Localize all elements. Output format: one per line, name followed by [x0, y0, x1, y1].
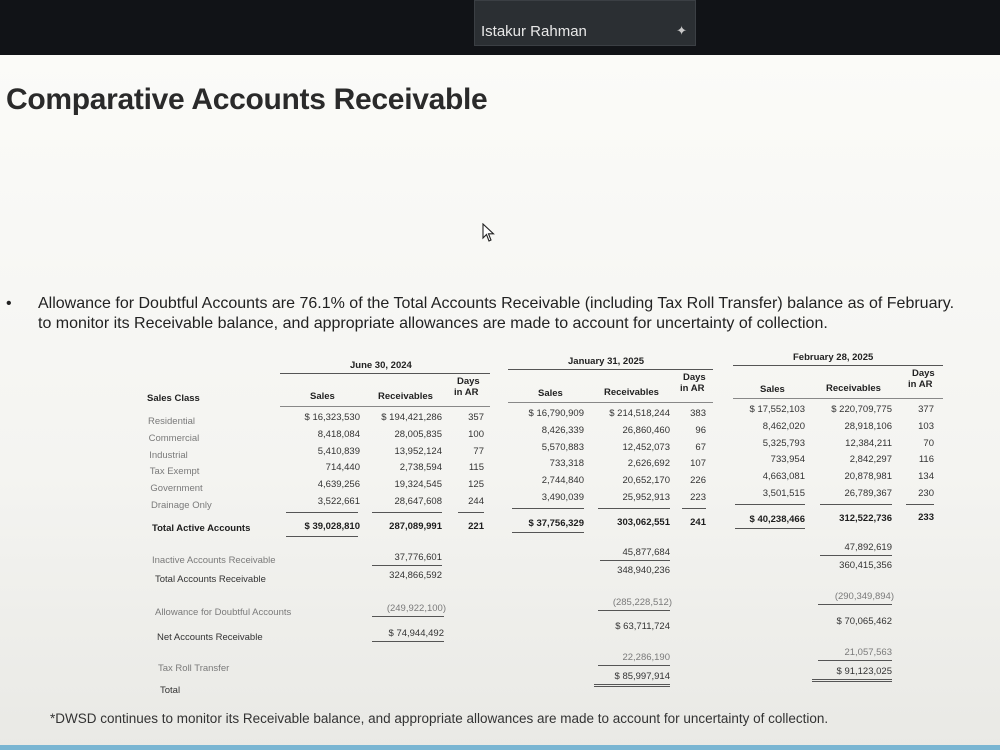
cell: 20,652,170 [622, 475, 670, 486]
cell: 8,426,339 [541, 425, 584, 436]
slide-accent-band [0, 745, 1000, 750]
cell: 733,318 [549, 458, 584, 469]
table-rule [512, 508, 584, 509]
table-rule [682, 508, 706, 509]
cell: 47,892,619 [844, 542, 892, 553]
col-header-sales: Sales [310, 391, 335, 402]
cell: 2,738,594 [399, 462, 442, 473]
cell: 103 [918, 421, 934, 432]
cell: 223 [690, 492, 706, 503]
cell: 22,286,190 [622, 652, 670, 663]
row-label-inactive: Inactive Accounts Receivable [152, 555, 276, 566]
col-header-receivables: Receivables [378, 391, 433, 402]
cell: 226 [690, 475, 706, 486]
col-header-days: Days [683, 372, 706, 383]
cell: 12,384,211 [845, 438, 892, 449]
table-rule [458, 512, 484, 513]
cell: $ 40,238,466 [749, 514, 805, 525]
row-label: Industrial [149, 450, 188, 461]
cell: 96 [695, 425, 706, 436]
slide-title: Comparative Accounts Receivable [6, 83, 488, 116]
cell: 12,452,073 [622, 442, 670, 453]
row-label-net-ar: Net Accounts Receivable [157, 632, 263, 643]
cell: 45,877,684 [622, 547, 670, 558]
period-header: June 30, 2024 [350, 360, 412, 371]
cell: 125 [468, 479, 484, 490]
cell: $ 39,028,810 [304, 521, 360, 532]
cell: 5,325,793 [762, 438, 805, 449]
cell: 241 [690, 517, 706, 528]
table-rule [820, 504, 892, 505]
col-header-receivables: Receivables [604, 387, 659, 398]
cell: $ 16,790,909 [528, 408, 584, 419]
cell: $ 74,944,492 [388, 628, 444, 639]
cell: $ 16,323,530 [304, 412, 360, 423]
col-header-days: Days [457, 376, 480, 387]
cell: 134 [918, 471, 934, 482]
meeting-top-bar [0, 0, 1000, 55]
cell: 312,522,736 [839, 513, 892, 524]
cell: 5,410,839 [317, 446, 360, 457]
cell: 3,490,039 [541, 492, 584, 503]
cell: $ 214,518,244 [609, 408, 670, 419]
cell: 4,639,256 [317, 479, 360, 490]
cell: 8,462,020 [762, 421, 805, 432]
row-label: Tax Exempt [149, 466, 200, 477]
cell: 2,744,840 [541, 475, 584, 486]
participant-video-tile[interactable] [474, 0, 696, 46]
cell: 4,663,081 [762, 471, 805, 482]
cell: 77 [473, 446, 484, 457]
row-label: Drainage Only [151, 500, 212, 511]
cell: 116 [918, 454, 934, 465]
row-label: Government [150, 483, 203, 494]
cell: 26,789,367 [844, 488, 892, 499]
participant-name: Istakur Rahman [481, 23, 587, 40]
cell: 115 [468, 462, 484, 473]
cell: 221 [468, 521, 484, 532]
row-label: Residential [148, 416, 195, 427]
cell: 19,324,545 [394, 479, 442, 490]
row-label-tax-roll: Tax Roll Transfer [158, 663, 230, 674]
col-header-receivables: Receivables [826, 383, 881, 394]
table-rule [735, 504, 805, 505]
cell: 377 [918, 404, 934, 415]
cell: (249,922,100) [386, 603, 446, 614]
cell: 13,952,124 [394, 446, 442, 457]
cell: 25,952,913 [622, 492, 670, 503]
period-header: January 31, 2025 [568, 356, 645, 367]
row-label-total-ar: Total Accounts Receivable [155, 574, 266, 585]
period-header: February 28, 2025 [793, 352, 874, 363]
cell: 8,418,084 [317, 429, 360, 440]
table-rule [598, 508, 670, 509]
cell: 2,626,692 [627, 458, 670, 469]
cell: (285,228,512) [612, 597, 672, 608]
cell: 244 [468, 496, 484, 507]
cell: $ 220,709,775 [831, 404, 892, 415]
cell: 383 [690, 408, 706, 419]
row-label-allowance: Allowance for Doubtful Accounts [155, 607, 292, 618]
pin-icon[interactable]: ✦ [676, 23, 687, 38]
cell: $ 63,711,724 [615, 621, 670, 632]
cell: 233 [918, 512, 934, 523]
cell: 3,522,661 [317, 496, 360, 507]
cell: 28,005,835 [394, 429, 442, 440]
cell: 26,860,460 [622, 425, 670, 436]
cell: 107 [690, 458, 706, 469]
cell: (290,349,894) [834, 591, 894, 602]
cell: $ 85,997,914 [614, 671, 670, 682]
slide-footnote: *DWSD continues to monitor its Receivable balance, and appropriate allowances are made to account for uncertainty of collection. [50, 711, 829, 726]
shared-slide [0, 55, 1000, 750]
row-label-total: Total [160, 685, 181, 696]
col-header-days: Days [912, 368, 935, 379]
cell: 20,878,981 [844, 471, 892, 482]
cell: 3,501,515 [762, 488, 805, 499]
col-header-sales-class: Sales Class [147, 393, 200, 404]
cell: 357 [468, 412, 484, 423]
table-rule [906, 504, 934, 505]
cell: 348,940,236 [617, 565, 670, 576]
table-rule [372, 512, 442, 513]
cell: 100 [468, 429, 484, 440]
cell: 21,057,563 [844, 647, 892, 658]
table-rule [286, 512, 358, 513]
col-header-days: in AR [908, 379, 933, 390]
cell: 714,440 [325, 462, 360, 473]
cell: $ 194,421,286 [381, 412, 442, 423]
cell: 70 [923, 438, 934, 449]
cell: 28,647,608 [394, 496, 442, 507]
cell: 230 [918, 488, 934, 499]
cell: $ 91,123,025 [836, 666, 892, 677]
col-header-days: in AR [454, 387, 479, 398]
cell: $ 17,552,103 [749, 404, 805, 415]
col-header-days: in AR [680, 383, 705, 394]
col-header-sales: Sales [538, 388, 563, 399]
row-label-total-active: Total Active Accounts [152, 523, 251, 534]
cell: 2,842,297 [849, 454, 892, 465]
cell: 287,089,991 [389, 521, 442, 532]
cell: 360,415,356 [839, 560, 892, 571]
row-label: Commercial [148, 433, 200, 444]
cell: 324,866,592 [389, 570, 442, 581]
cell: 733,954 [770, 454, 805, 465]
cell: 303,062,551 [617, 517, 670, 528]
col-header-sales: Sales [760, 384, 785, 395]
cell: $ 70,065,462 [836, 616, 892, 627]
cell: 37,776,601 [394, 552, 442, 563]
cell: 5,570,883 [541, 442, 584, 453]
cell: 67 [695, 442, 706, 453]
cell: $ 37,756,329 [528, 518, 584, 529]
mouse-cursor-icon [482, 223, 496, 243]
bullet-item: • Allowance for Doubtful Accounts are 76.1% of the Total Accounts Receivable (including Tax Roll Transfer) balance as of February. to monitor its Receivable balance, and appropriate allowances are made to account for uncertainty of collection. [6, 295, 955, 332]
cell: 28,918,106 [844, 421, 892, 432]
